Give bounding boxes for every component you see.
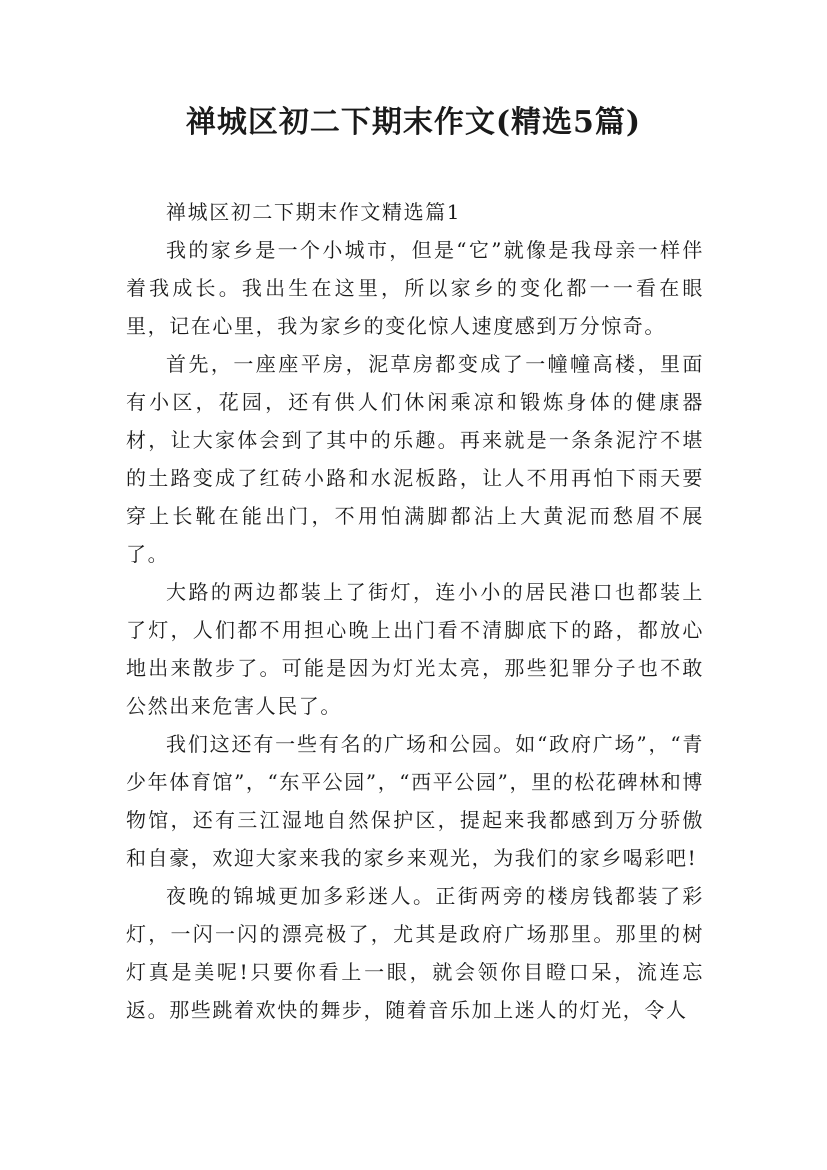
paragraph: 首先，一座座平房，泥草房都变成了一幢幢高楼，里面有小区，花园，还有供人们休闲乘凉和锻炼身体的健康器材，让大家体会到了其中的乐趣。再来就是一条条泥泞不堪的土路变成了红砖小路和水泥板路，让人不用再怕下雨天要穿上长靴在能出门，不用怕满脚都沾上大黄泥而愁眉不展了。 [126, 352, 704, 566]
paragraph: 大路的两边都装上了街灯，连小小的居民港口也都装上了灯，人们都不用担心晚上出门看不清脚底下的路，都放心地出来散步了。可能是因为灯光太亮，那些犯罪分子也不敢公然出来危害人民了。 [126, 580, 704, 718]
section-heading: 禅城区初二下期末作文精选篇1 [166, 200, 462, 224]
document-body [126, 193, 704, 1029]
paragraph: 夜晚的锦城更加多彩迷人。正街两旁的楼房钱都装了彩灯，一闪一闪的漂亮极了，尤其是政府广场那里。那里的树灯真是美呢!只要你看上一眼，就会领你目瞪口呆，流连忘返。那些跳着欢快的舞步，随着音乐加上迷人的灯光，令人 [126, 884, 704, 1022]
paragraph: 我的家乡是一个小城市，但是“它”就像是我母亲一样伴着我成长。我出生在这里，所以家乡的变化都一一看在眼里，记在心里，我为家乡的变化惊人速度感到万分惊奇。 [126, 238, 704, 338]
paragraph: 我们这还有一些有名的广场和公园。如“政府广场”，“青少年体育馆”，“东平公园”，“西平公园”，里的松花碑林和博物馆，还有三江湿地自然保护区，提起来我都感到万分骄傲和自豪，欢迎大家来我的家乡来观光，为我们的家乡喝彩吧! [126, 732, 704, 870]
document-title: 禅城区初二下期末作文(精选5篇) [185, 105, 642, 140]
